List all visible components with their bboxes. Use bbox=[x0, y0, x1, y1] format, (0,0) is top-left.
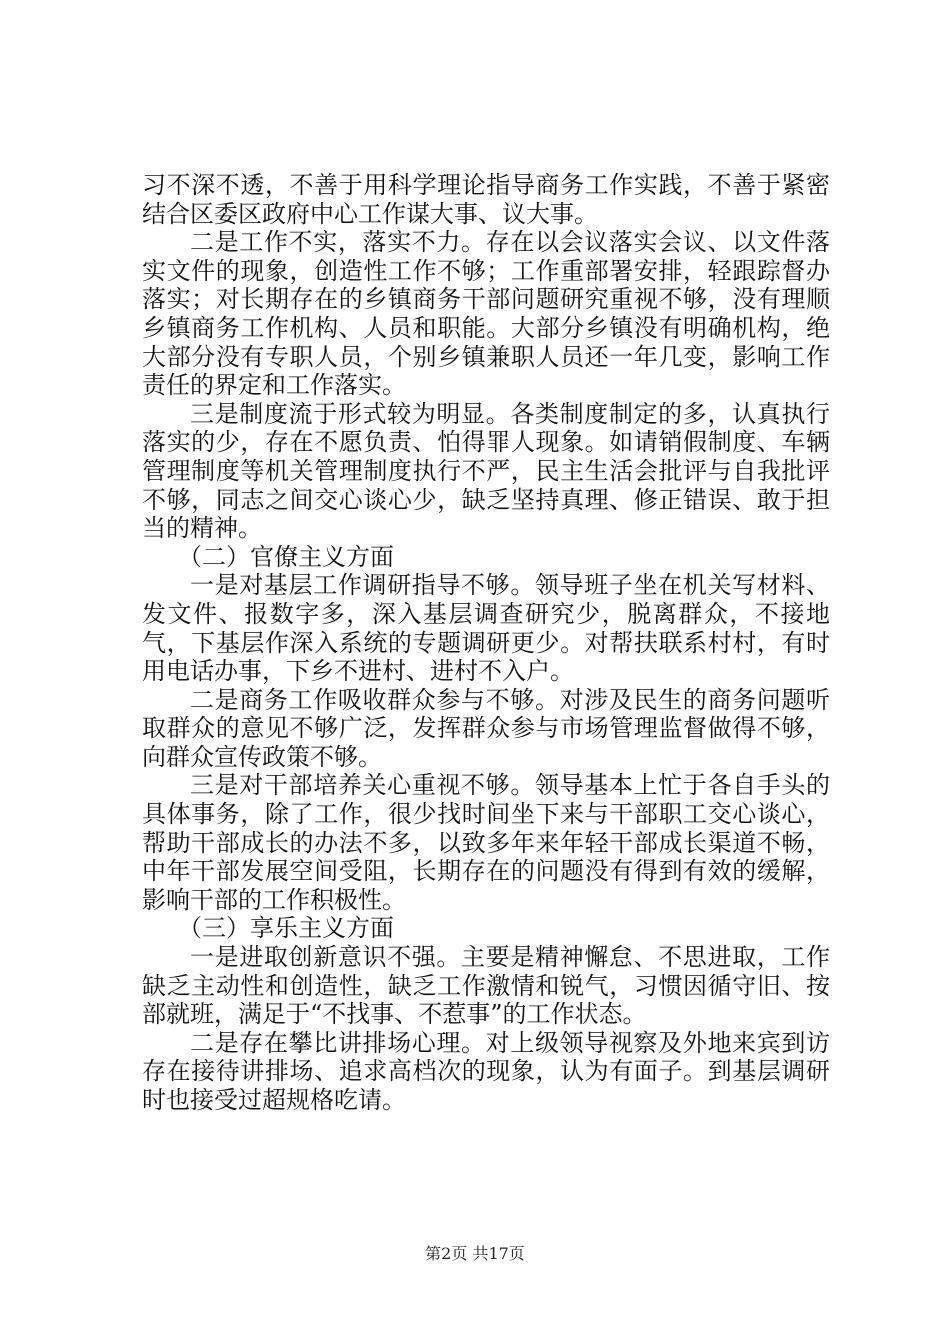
section-heading-bureaucratism: （二）官僚主义方面 bbox=[178, 542, 394, 571]
paragraph-continuation: 习不深不透，不善于用科学理论指导商务工作实践，不善于紧密结合区委区政府中心工作谋大事、议大事。 bbox=[142, 171, 830, 228]
section-heading-hedonism: （三）享乐主义方面 bbox=[178, 914, 394, 943]
paragraph-innovation-awareness: 一是进取创新意识不强。主要是精神懈怠、不思进取，工作缺乏主动性和创造性，缺乏工作激情和锐气，习惯因循守旧、按部就班，满足于“不找事、不惹事”的工作状态。 bbox=[142, 943, 830, 1029]
page-number-footer: 第2页 共17页 bbox=[425, 1244, 525, 1263]
document-body bbox=[142, 171, 830, 1115]
paragraph-system-formality: 三是制度流于形式较为明显。各类制度制定的多，认真执行落实的少，存在不愿负责、怕得罪人现象。如请销假制度、车辆管理制度等机关管理制度执行不严，民主生活会批评与自我批评不够，同志之间交心谈心少，缺乏坚持真理、修正错误、敢于担当的精神。 bbox=[142, 399, 830, 543]
paragraph-grassroots-research: 一是对基层工作调研指导不够。领导班子坐在机关写材料、发文件、报数字多，深入基层调查研究少，脱离群众，不接地气，下基层作深入系统的专题调研更少。对帮扶联系村村，有时用电话办事，下乡不进村、进村不入户。 bbox=[142, 571, 830, 686]
paragraph-public-participation: 二是商务工作吸收群众参与不够。对涉及民生的商务问题听取群众的意见不够广泛，发挥群众参与市场管理监督做得不够，向群众宣传政策不够。 bbox=[142, 685, 830, 771]
paragraph-extravagance: 二是存在攀比讲排场心理。对上级领导视察及外地来宾到访存在接待讲排场、追求高档次的现象，认为有面子。到基层调研时也接受过超规格吃请。 bbox=[142, 1028, 830, 1114]
paragraph-work-not-solid: 二是工作不实，落实不力。存在以会议落实会议、以文件落实文件的现象，创造性工作不够；工作重部署安排，轻跟踪督办落实；对长期存在的乡镇商务干部问题研究重视不够，没有理顺乡镇商务工作机构、人员和职能。大部分乡镇没有明确机构，绝大部分没有专职人员，个别乡镇兼职人员还一年几变，影响工作责任的界定和工作落实。 bbox=[142, 228, 830, 400]
paragraph-cadre-training: 三是对干部培养关心重视不够。领导基本上忙于各自手头的具体事务，除了工作，很少找时间坐下来与干部职工交心谈心，帮助干部成长的办法不多，以致多年来年轻干部成长渠道不畅，中年干部发展空间受阻，长期存在的问题没有得到有效的缓解，影响干部的工作积极性。 bbox=[142, 771, 830, 914]
